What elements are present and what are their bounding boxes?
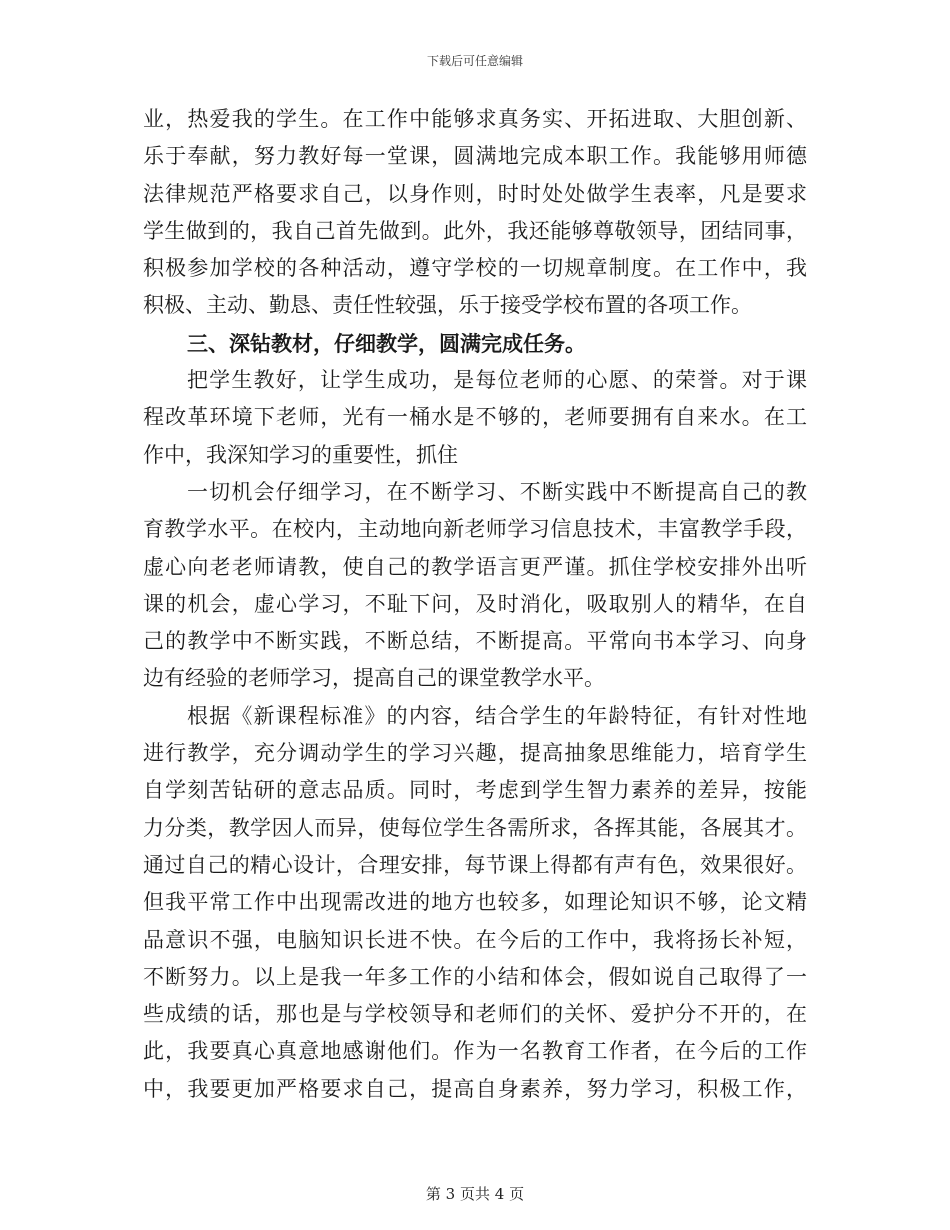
page-footer: 第 3 页共 4 页 — [425, 1185, 525, 1203]
page-header: 下载后可任意编辑 — [426, 54, 523, 68]
text-line: 业，热爱我的学生。在工作中能够求真务实、开拓进取、大胆创新、 — [143, 107, 807, 131]
text-line: 此，我要真心真意地感谢他们。作为一名教育工作者，在今后的工作 — [143, 1039, 807, 1064]
text-line: 自学刻苦钻研的意志品质。同时，考虑到学生智力素养的差异，按能 — [143, 778, 807, 803]
document-body — [143, 101, 807, 1108]
text-line: 己的教学中不断实践，不断总结，不断提高。平常向书本学习、向身 — [143, 629, 807, 654]
text-line: 作中，我深知学习的重要性，抓住 — [143, 442, 458, 467]
section-heading: 三、深钻教材，仔细教学，圆满完成任务。 — [187, 330, 586, 356]
text-line: 中，我要更加严格要求自己，提高自身素养，努力学习，积极工作， — [143, 1076, 807, 1101]
text-line: 程改革环境下老师，光有一桶水是不够的，老师要拥有自来水。在工 — [143, 405, 807, 430]
text-line: 进行教学，充分调动学生的学习兴趣，提高抽象思维能力，培育学生 — [143, 741, 807, 766]
text-line: 些成绩的话，那也是与学校领导和老师们的关怀、爱护分不开的，在 — [143, 1002, 807, 1027]
text-line: 积极参加学校的各种活动，遵守学校的一切规章制度。在工作中，我 — [143, 256, 807, 281]
text-line: 但我平常工作中出现需改进的地方也较多，如理论知识不够，论文精 — [143, 890, 807, 915]
text-line: 乐于奉献，努力教好每一堂课，圆满地完成本职工作。我能够用师德 — [143, 144, 807, 169]
text-line: 育教学水平。在校内，主动地向新老师学习信息技术，丰富教学手段， — [143, 517, 807, 542]
text-line: 不断努力。以上是我一年多工作的小结和体会，假如说自己取得了一 — [143, 964, 807, 989]
text-line: 积极、主动、勤恳、责任性较强，乐于接受学校布置的各项工作。 — [143, 293, 752, 318]
text-line: 虚心向老老师请教，使自己的教学语言更严谨。抓住学校安排外出听 — [143, 554, 807, 579]
text-line: 力分类，教学因人而异，使每位学生各需所求，各挥其能，各展其才。 — [143, 815, 807, 840]
text-line: 根据《新课程标准》的内容，结合学生的年龄特征，有针对性地 — [187, 703, 807, 728]
text-line: 把学生教好，让学生成功，是每位老师的心愿、的荣誉。对于课 — [187, 368, 807, 393]
text-line: 学生做到的，我自己首先做到。此外，我还能够尊敬领导，团结同事， — [143, 218, 807, 243]
text-line: 品意识不强，电脑知识长进不快。在今后的工作中，我将扬长补短， — [143, 927, 807, 952]
text-line: 一切机会仔细学习，在不断学习、不断实践中不断提高自己的教 — [187, 479, 807, 504]
text-line: 通过自己的精心设计，合理安排，每节课上得都有声有色，效果很好。 — [143, 852, 807, 877]
text-line: 边有经验的老师学习，提高自己的课堂教学水平。 — [143, 666, 605, 691]
text-line: 法律规范严格要求自己，以身作则，时时处处做学生表率，凡是要求 — [143, 181, 807, 206]
text-line: 课的机会，虚心学习，不耻下问，及时消化，吸取别人的精华，在自 — [143, 591, 807, 616]
